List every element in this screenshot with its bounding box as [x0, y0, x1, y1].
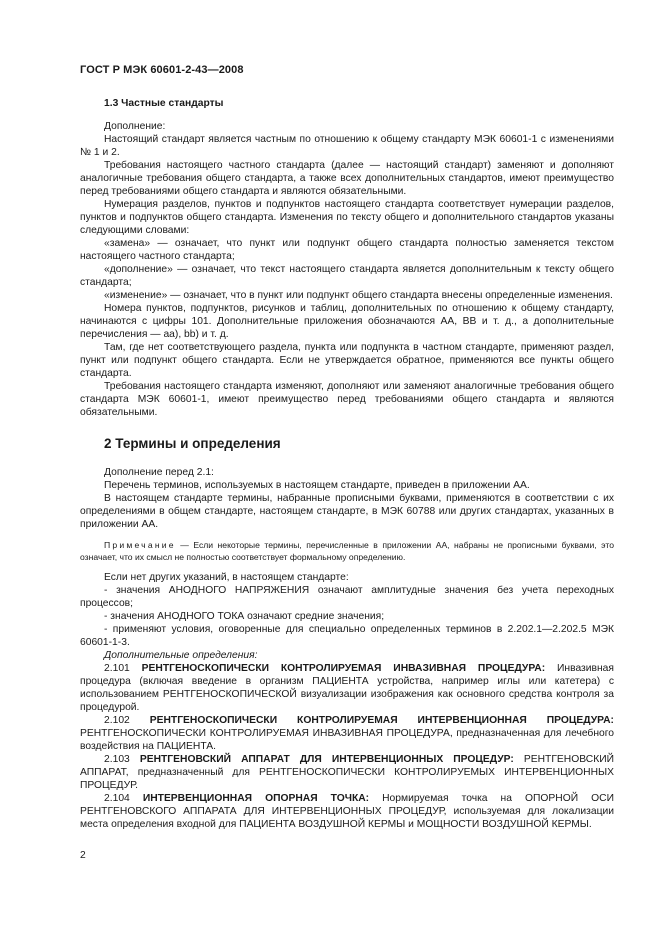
list-item: - значения АНОДНОГО НАПРЯЖЕНИЯ означают амплитудные значения без учета переходных процессов;: [80, 585, 614, 609]
definition-number: 2.103: [104, 754, 130, 765]
document-page: [80, 64, 614, 831]
paragraph: В настоящем стандарте термины, набранные прописными буквами, применяются в соответствии с их определениями в общем стандарте, настоящем стандарте, в МЭК 60788 или других стандартах, указанных в приложении АА.: [80, 493, 614, 530]
definition-term: ИНТЕРВЕНЦИОННАЯ ОПОРНАЯ ТОЧКА:: [142, 793, 370, 804]
section-2-title: 2 Термины и определения: [104, 436, 281, 451]
paragraph: Перечень терминов, используемых в настоящем стандарте, приведен в приложении АА.: [104, 480, 530, 491]
paragraph: Настоящий стандарт является частным по отношению к общему стандарту МЭК 60601-1 с изменениями № 1 и 2.: [80, 134, 614, 158]
page-number: 2: [80, 850, 86, 861]
list-item: - применяют условия, оговоренные для специально определенных терминов в 2.202.1—2.202.5 МЭК 60601-1-3.: [80, 624, 614, 648]
list-item: - значения АНОДНОГО ТОКА означают средние значения;: [104, 611, 385, 622]
paragraph: «изменение» — означает, что в пункт или подпункт общего стандарта внесены определенные изменения.: [104, 290, 613, 301]
section-1-3-title: 1.3 Частные стандарты: [104, 98, 224, 109]
paragraph: Номера пунктов, подпунктов, рисунков и таблиц, дополнительных по отношению к общему стандарту, начинаются с цифры 101. Дополнительные приложения обозначаются АА, ВВ и т. д., а дополнительные перечисления — аа), bb) и т. д.: [80, 303, 614, 340]
definition-2-102: [80, 714, 614, 753]
definition-text: Инвазивная процедура (включая введение в организм ПАЦИЕНТА устройства, например иглы или катетера) с использованием РЕНТГЕНОСКОПИЧЕСКОЙ визуализации изображения как основного средства контроля за процедурой.: [80, 663, 614, 713]
paragraph: «дополнение» — означает, что текст настоящего стандарта является дополнительным к тексту общего стандарта;: [80, 264, 614, 288]
definition-2-103: [80, 753, 614, 792]
note-label: Примечание: [104, 540, 176, 550]
definition-text: Нормируемая точка на ОПОРНОЙ ОСИ РЕНТГЕНОВСКОГО АППАРАТА ДЛЯ ИНТЕРВЕНЦИОННЫХ ПРОЦЕДУР, используемая для локализации места определения входной для ПАЦИЕНТА ВОЗДУШНОЙ КЕРМЫ и МОЩНОСТИ ВОЗДУШНОЙ КЕРМЫ.: [80, 793, 614, 830]
paragraph: Требования настоящего стандарта изменяют, дополняют или заменяют аналогичные требования общего стандарта МЭК 60601-1, имеют преимущество перед требованиями общего стандарта и являются обязательными.: [80, 381, 614, 418]
paragraph: Требования настоящего частного стандарта (далее — настоящий стандарт) заменяют и дополняют аналогичные требования общего стандарта, а также всех дополнительных стандартов, имеют преимущество перед требованиями общего стандарта и являются обязательными.: [80, 160, 614, 197]
paragraph: Если нет других указаний, в настоящем стандарте:: [104, 572, 349, 583]
paragraph: Нумерация разделов, пунктов и подпунктов настоящего стандарта соответствует нумерации разделов, пунктов и подпунктов общего стандарта. Изменения по тексту общего и дополнительного стандартов указаны следующими словами:: [80, 199, 614, 236]
definition-2-101: [80, 662, 614, 714]
definition-text: РЕНТГЕНОСКОПИЧЕСКИ КОНТРОЛИРУЕМАЯ ИНВАЗИВНАЯ ПРОЦЕДУРА, предназначенная для лечебного воздействия на ПАЦИЕНТА.: [80, 728, 614, 752]
definition-2-104: [80, 792, 614, 831]
definition-number: 2.104: [104, 793, 130, 804]
definition-term: РЕНТГЕНОСКОПИЧЕСКИ КОНТРОЛИРУЕМАЯ ИНТЕРВЕНЦИОННАЯ ПРОЦЕДУРА:: [149, 715, 614, 726]
paragraph: «замена» — означает, что пункт или подпункт общего стандарта полностью заменяется текстом настоящего частного стандарта;: [80, 238, 614, 262]
additional-definitions-label: Дополнительные определения:: [104, 650, 258, 661]
paragraph: Там, где нет соответствующего раздела, пункта или подпункта в частном стандарте, применяют раздел, пункт или подпункт общего стандарта. Если не утверждается обратное, применяются все пункты общего стандарта.: [80, 342, 614, 379]
definition-number: 2.101: [104, 663, 130, 674]
definition-term: РЕНТГЕНОВСКИЙ АППАРАТ ДЛЯ ИНТЕРВЕНЦИОННЫХ ПРОЦЕДУР:: [139, 754, 514, 765]
document-header: ГОСТ Р МЭК 60601-2-43—2008: [80, 64, 244, 76]
note-text: — Если некоторые термины, перечисленные в приложении АА, набраны не прописными буквами, это означает, что их смысл не полностью соответствует формальному определению.: [80, 540, 614, 562]
paragraph: Дополнение перед 2.1:: [104, 467, 214, 478]
definition-text: РЕНТГЕНОВСКИЙ АППАРАТ, предназначенный для РЕНТГЕНОСКОПИЧЕСКИ КОНТРОЛИРУЕМЫХ ИНТЕРВЕНЦИОННЫХ ПРОЦЕДУР.: [80, 754, 614, 791]
definition-number: 2.102: [104, 715, 130, 726]
paragraph: Дополнение:: [104, 121, 166, 132]
note: [80, 540, 614, 563]
definition-term: РЕНТГЕНОСКОПИЧЕСКИ КОНТРОЛИРУЕМАЯ ИНВАЗИВНАЯ ПРОЦЕДУРА:: [141, 663, 546, 674]
